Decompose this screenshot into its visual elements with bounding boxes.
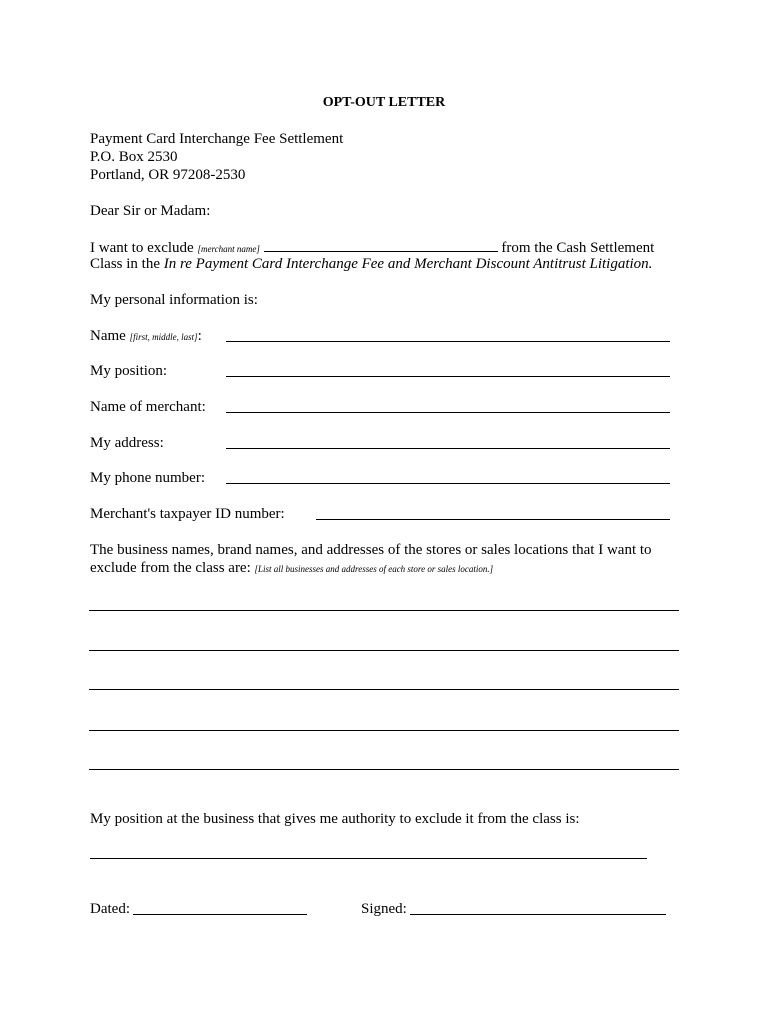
salutation: Dear Sir or Madam:: [90, 203, 211, 219]
name-field[interactable]: [226, 341, 670, 342]
personal-info-heading: My personal information is:: [90, 292, 258, 308]
address-line-3: Portland, OR 97208-2530: [90, 167, 246, 183]
address-field[interactable]: [226, 448, 670, 449]
signature-field[interactable]: [410, 914, 666, 915]
merchant-name-blank[interactable]: [264, 237, 498, 252]
signed-label: Signed:: [361, 901, 407, 917]
case-name: In re Payment Card Interchange Fee and Merchant Discount Antitrust Litigation.: [163, 256, 653, 272]
position-field[interactable]: [226, 376, 670, 377]
locations-hint: [List all businesses and addresses of each store or sales location.]: [254, 564, 494, 574]
name-label-text: Name: [90, 328, 130, 344]
phone-field[interactable]: [226, 483, 670, 484]
taxpayer-id-field[interactable]: [316, 519, 670, 520]
merchant-name-label: Name of merchant:: [90, 399, 206, 415]
authority-position-field[interactable]: [90, 858, 647, 859]
intro-prefix: I want to exclude: [90, 240, 198, 256]
merchant-name-hint: [merchant name]: [197, 244, 260, 254]
name-colon: :: [197, 328, 202, 344]
phone-label: My phone number:: [90, 470, 205, 486]
dated-label: Dated:: [90, 901, 130, 917]
location-entry-line-2[interactable]: [89, 650, 679, 651]
location-entry-line-4[interactable]: [89, 730, 679, 731]
address-label: My address:: [90, 435, 164, 451]
authority-text: My position at the business that gives me authority to exclude it from the class is:: [90, 811, 580, 827]
location-entry-line-1[interactable]: [89, 610, 679, 611]
address-line-1: Payment Card Interchange Fee Settlement: [90, 131, 344, 147]
position-label: My position:: [90, 363, 168, 379]
dated-field[interactable]: [133, 914, 307, 915]
intro-line-2-prefix: Class in the: [90, 256, 164, 272]
locations-line-1: The business names, brand names, and addresses of the stores or sales locations that I want to: [90, 542, 652, 558]
intro-line-2: [90, 255, 652, 273]
merchant-name-field[interactable]: [226, 412, 670, 413]
page-title: OPT-OUT LETTER: [322, 95, 446, 110]
address-line-2: P.O. Box 2530: [90, 149, 178, 165]
location-entry-line-3[interactable]: [89, 689, 679, 690]
intro-suffix: from the Cash Settlement: [497, 240, 655, 256]
taxpayer-id-label: Merchant's taxpayer ID number:: [90, 506, 285, 522]
name-label: [90, 327, 202, 346]
locations-line-2: [90, 559, 493, 578]
location-entry-line-5[interactable]: [89, 769, 679, 770]
name-hint: [first, middle, last]: [129, 332, 198, 342]
locations-line-2-prefix: exclude from the class are:: [90, 560, 255, 576]
